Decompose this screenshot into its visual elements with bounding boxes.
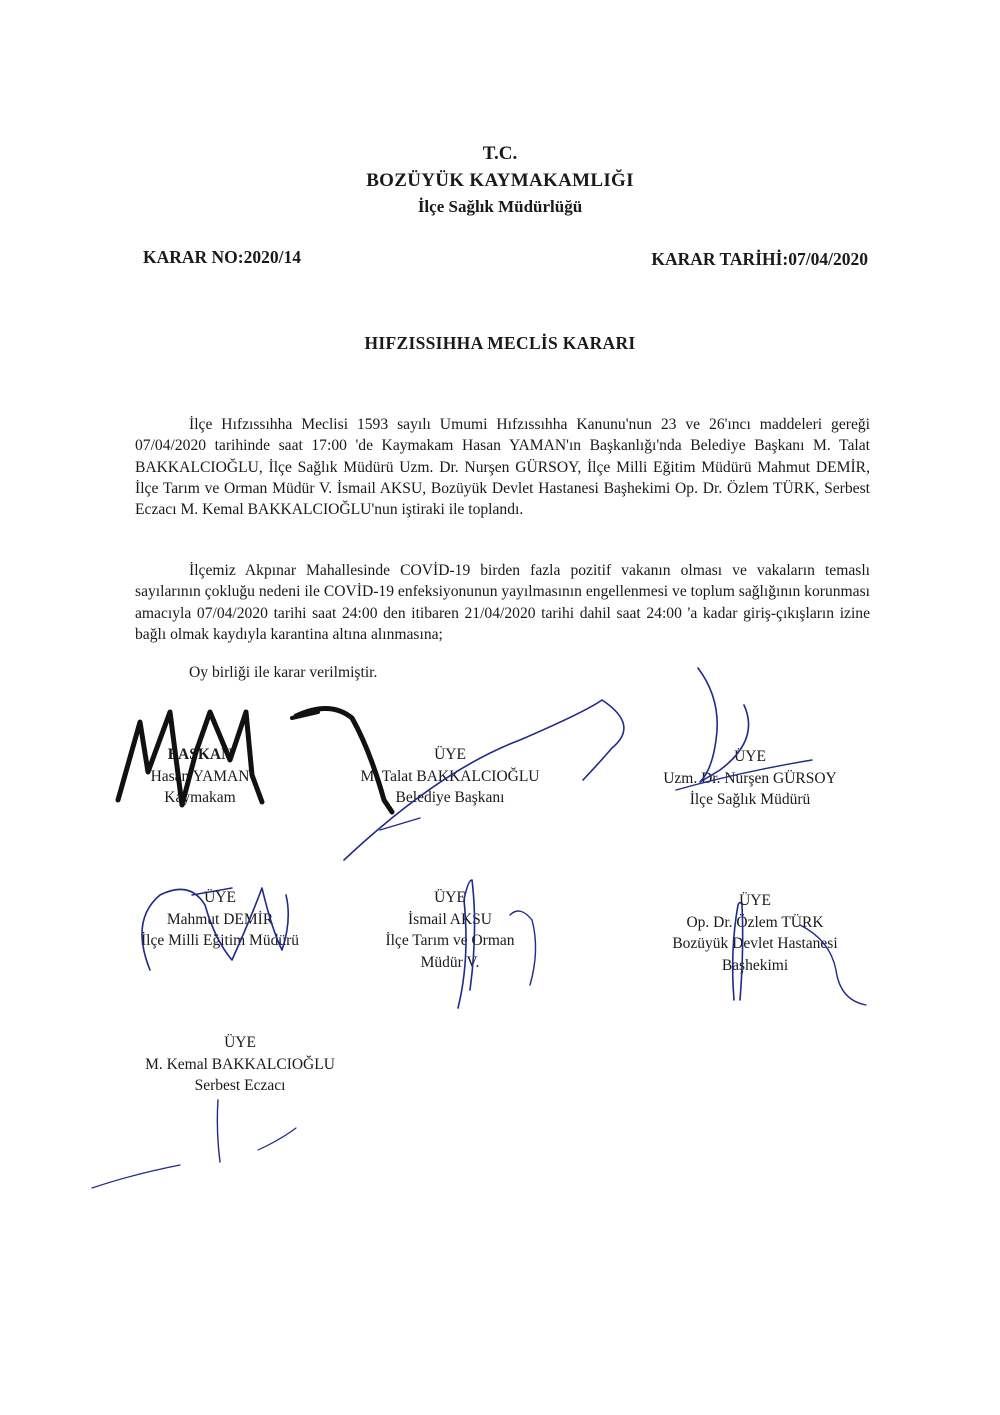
signature-chairman-stroke bbox=[292, 712, 318, 718]
signatory-title: Belediye Başkanı bbox=[395, 789, 505, 806]
signatory-mayor bbox=[335, 744, 565, 809]
signatory-name: M. Talat BAKKALCIOĞLU bbox=[360, 767, 540, 785]
paragraph-decision: İlçemiz Akpınar Mahallesinde COVİD-19 birden fazla pozitif vakanın olması ve vakaların temaslı sayılarının çokluğu nedeni ile COVİD-19 enfeksiyonunun yayılmasının engellenmesi ve toplum sağlığının korunması amacıyla 07/04/2020 tarihi saat 24:00 den itibaren 21/04/2020 tarihi dahil saat 24:00 'a kadar giriş-çıkışların izine bağlı olmak kaydıyla karantina altına alınmasına; bbox=[135, 562, 870, 643]
signature-pharmacist-stroke bbox=[217, 1100, 220, 1162]
signatory-role: ÜYE bbox=[224, 1034, 256, 1051]
header-institution: BOZÜYÜK KAYMAKAMLIĞI bbox=[366, 170, 634, 191]
signatory-title: İlçe Sağlık Müdürü bbox=[689, 791, 811, 808]
signature-pharmacist-stroke bbox=[258, 1128, 296, 1150]
signatory-role: ÜYE bbox=[434, 889, 466, 906]
document-title: HIFZISSIHHA MECLİS KARARI bbox=[364, 333, 636, 353]
paragraph-unanimous: Oy birliği ile karar verilmiştir. bbox=[189, 664, 378, 681]
signatory-title-line2: Başhekimi bbox=[721, 956, 789, 974]
signatory-title: İlçe Milli Eğitim Müdürü bbox=[141, 932, 299, 949]
decision-date: KARAR TARİHİ:07/04/2020 bbox=[651, 249, 868, 269]
signature-pharmacist-stroke bbox=[92, 1165, 180, 1188]
signatory-title: Serbest Eczacı bbox=[194, 1077, 286, 1094]
decision-number: KARAR NO:2020/14 bbox=[143, 247, 301, 267]
signatory-pharmacist bbox=[110, 1032, 370, 1097]
signatory-title-line2: Müdür V. bbox=[420, 953, 480, 971]
signatory-name: Op. Dr. Özlem TÜRK bbox=[686, 913, 824, 931]
signatory-chairman bbox=[95, 744, 305, 809]
signatory-education-director bbox=[105, 887, 335, 952]
signatory-role: ÜYE bbox=[434, 746, 466, 763]
signatory-name: M. Kemal BAKKALCIOĞLU bbox=[145, 1055, 335, 1073]
signature-mayor-stroke bbox=[380, 818, 420, 830]
signatory-agriculture-director bbox=[345, 887, 555, 973]
header-department: İlçe Sağlık Müdürlüğü bbox=[417, 197, 583, 216]
signatory-name: Mahmut DEMİR bbox=[166, 910, 274, 928]
signatory-role: BAŞKAN bbox=[167, 746, 233, 763]
signatory-title: Kaymakam bbox=[164, 789, 236, 806]
signatory-role: ÜYE bbox=[734, 748, 766, 765]
signatory-health-director bbox=[630, 746, 870, 811]
signatory-role: ÜYE bbox=[204, 889, 236, 906]
signatory-hospital-chief bbox=[640, 890, 870, 976]
signatory-name: Hasan YAMAN bbox=[150, 767, 250, 785]
header-tc: T.C. bbox=[482, 143, 518, 164]
signatory-name: Uzm. Dr. Nurşen GÜRSOY bbox=[663, 769, 837, 787]
signatory-title: Bozüyük Devlet Hastanesi bbox=[672, 935, 838, 952]
signatory-title: İlçe Tarım ve Orman bbox=[385, 932, 515, 949]
paragraph-meeting: İlçe Hıfzıssıhha Meclisi 1593 sayılı Umumi Hıfzıssıhha Kanunu'nun 23 ve 26'ıncı maddeleri gereği 07/04/2020 tarihinde saat 17:00 'de Kaymakam Hasan YAMAN'ın Başkanlığı'nda Belediye Başkanı M. Talat BAKKALCIOĞLU, İlçe Sağlık Müdürü Uzm. Dr. Nurşen GÜRSOY, İlçe Milli Eğitim Müdürü Mahmut DEMİR, İlçe Tarım ve Orman Müdür V. İsmail AKSU, Bozüyük Devlet Hastanesi Başhekimi Op. Dr. Özlem TÜRK, Serbest Eczacı M. Kemal BAKKALCIOĞLU'nun iştiraki ile toplandı. bbox=[135, 416, 870, 519]
signatory-name: İsmail AKSU bbox=[408, 910, 492, 928]
signatory-role: ÜYE bbox=[739, 892, 771, 909]
